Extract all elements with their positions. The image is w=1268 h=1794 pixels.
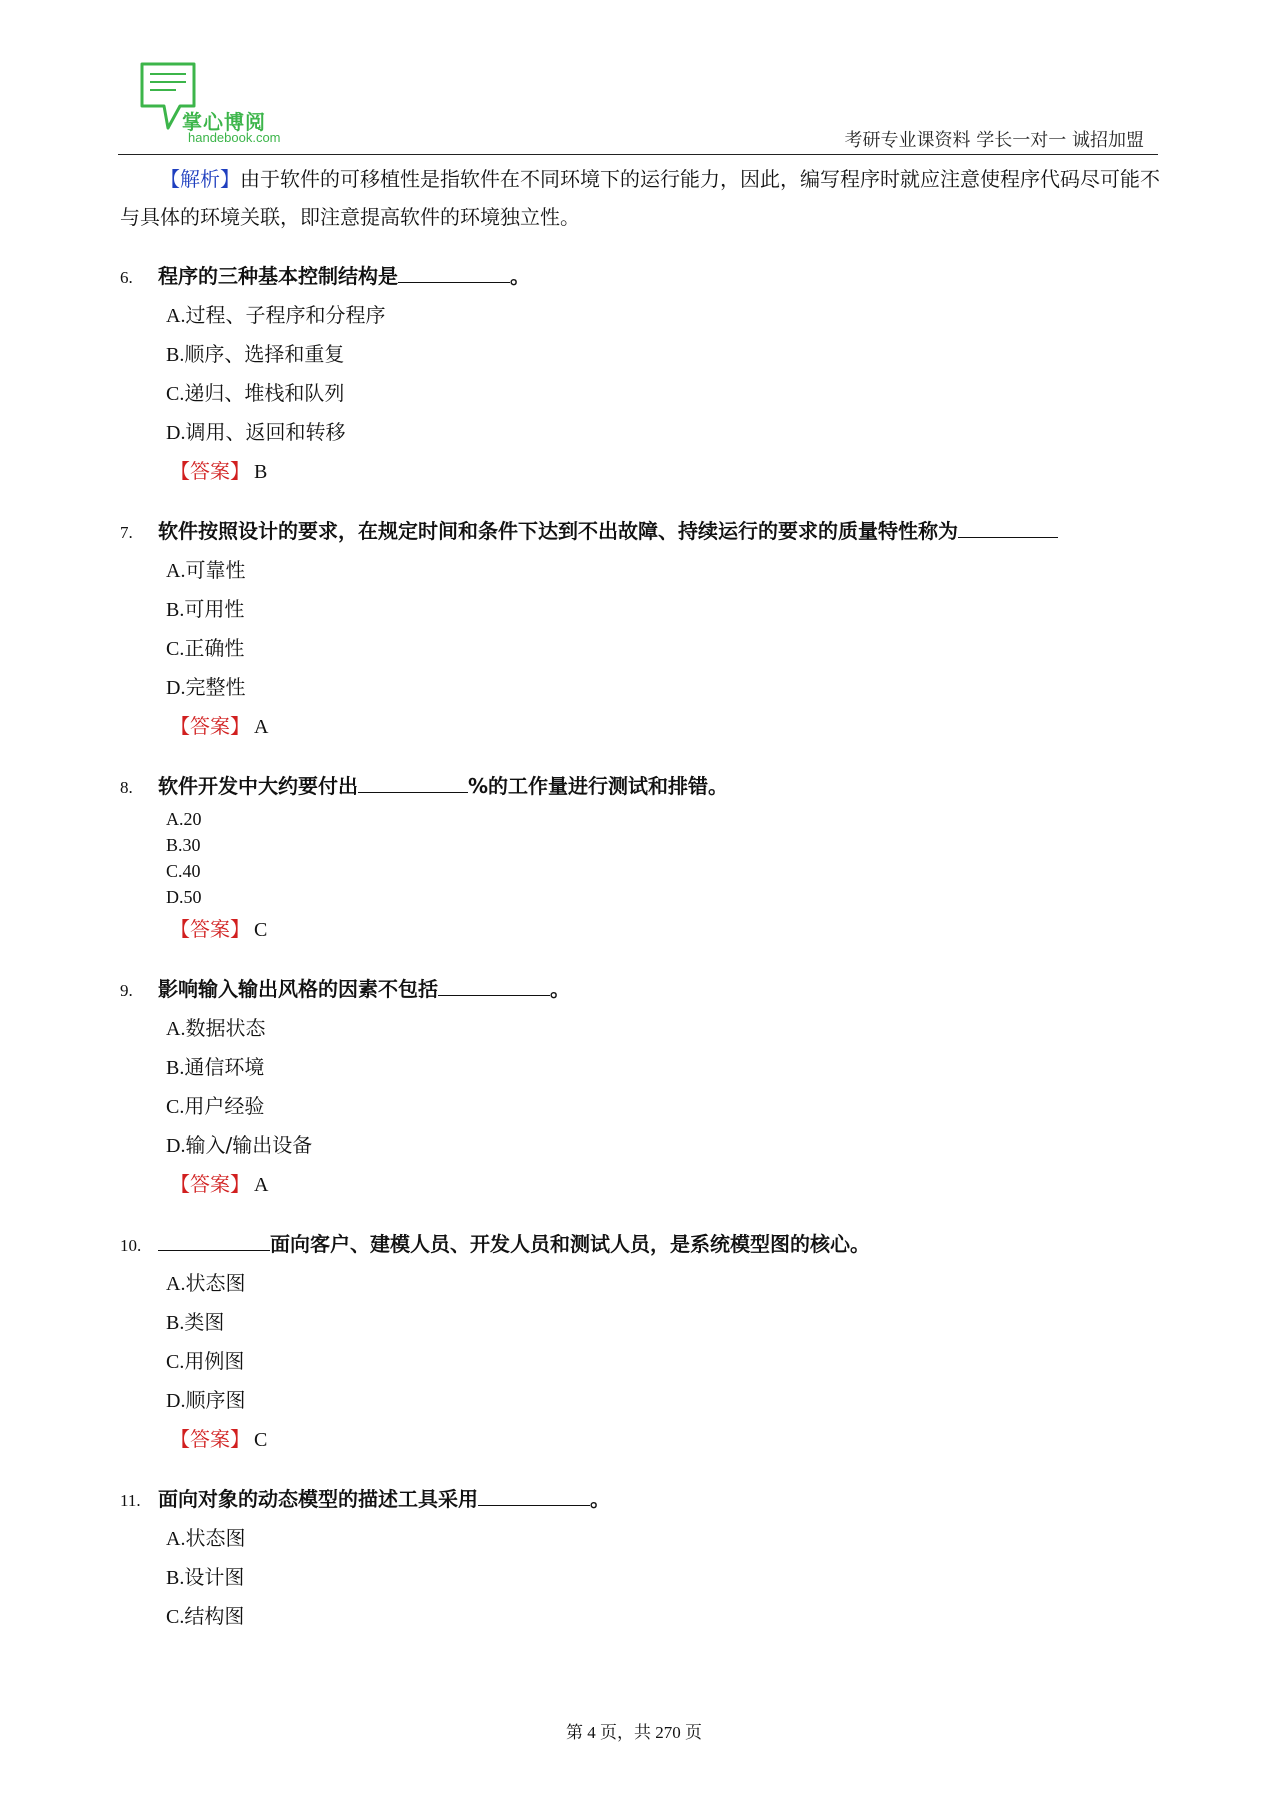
option-d: D.调用、返回和转移 — [166, 420, 346, 444]
question-8 — [120, 768, 1160, 949]
answer-line — [170, 707, 1160, 746]
question-number: 10. — [120, 1236, 142, 1255]
answer-tag: 【答案】 — [170, 1427, 250, 1451]
option-a: A.可靠性 — [166, 558, 246, 582]
option-c: C.40 — [166, 861, 201, 881]
handebook-logo — [136, 62, 286, 152]
option-c: C.用例图 — [166, 1349, 245, 1373]
answer-tag: 【答案】 — [170, 1172, 250, 1196]
question-number: 6. — [120, 268, 133, 287]
question-number: 7. — [120, 523, 133, 542]
option-b: B.可用性 — [166, 597, 245, 621]
answer-value: C — [254, 1429, 268, 1451]
answer-line — [170, 910, 1160, 949]
option-b: B.类图 — [166, 1310, 225, 1334]
answer-blank — [438, 975, 550, 996]
option-c: C.正确性 — [166, 636, 245, 660]
answer-value: A — [254, 1174, 269, 1196]
answer-line — [170, 452, 1160, 491]
page-content — [120, 160, 1160, 1636]
question-6 — [120, 258, 1160, 491]
header-divider — [118, 154, 1158, 155]
logo-cn-text: 掌心博阅 — [182, 110, 266, 134]
answer-blank — [158, 1230, 270, 1251]
question-text-end: 。 — [510, 264, 530, 288]
question-text-end: 。 — [550, 977, 570, 1001]
question-text: 影响输入输出风格的因素不包括 — [158, 977, 438, 1001]
question-10 — [120, 1226, 1160, 1459]
answer-value: C — [254, 919, 268, 941]
question-text: 程序的三种基本控制结构是 — [158, 264, 398, 288]
option-c: C.用户经验 — [166, 1094, 265, 1118]
analysis-paragraph — [120, 160, 1160, 236]
question-text-end: %的工作量进行测试和排错。 — [468, 774, 729, 798]
option-c: C.结构图 — [166, 1604, 245, 1628]
answer-blank — [358, 772, 468, 793]
header-tagline: 考研专业课资料 学长一对一 诚招加盟 — [844, 130, 1144, 151]
question-stem — [120, 1226, 1160, 1264]
answer-tag: 【答案】 — [170, 459, 250, 483]
logo-en-text: handebook.com — [188, 130, 281, 145]
option-c: C.递归、堆栈和队列 — [166, 381, 345, 405]
answer-blank — [478, 1485, 590, 1506]
answer-value: B — [254, 461, 268, 483]
question-stem — [120, 971, 1160, 1009]
answer-line — [170, 1420, 1160, 1459]
option-b: B.设计图 — [166, 1565, 245, 1589]
option-d: D.顺序图 — [166, 1388, 246, 1412]
option-b: B.通信环境 — [166, 1055, 265, 1079]
question-text: 软件开发中大约要付出 — [158, 774, 358, 798]
question-text: 面向客户、建模人员、开发人员和测试人员，是系统模型图的核心。 — [270, 1232, 870, 1256]
option-a: A.状态图 — [166, 1526, 246, 1550]
answer-line — [170, 1165, 1160, 1204]
option-a: A.20 — [166, 809, 202, 829]
option-b: B.30 — [166, 835, 201, 855]
question-stem — [120, 513, 1160, 551]
question-text: 面向对象的动态模型的描述工具采用 — [158, 1487, 478, 1511]
question-text: 软件按照设计的要求，在规定时间和条件下达到不出故障、持续运行的要求的质量特性称为 — [158, 519, 958, 543]
question-stem — [120, 768, 1160, 806]
answer-blank — [398, 262, 510, 283]
page-header — [118, 62, 1158, 158]
analysis-tag: 【解析】 — [160, 167, 240, 191]
analysis-text: 由于软件的可移植性是指软件在不同环境下的运行能力，因此，编写程序时就应注意使程序代码尽可能不与具体的环境关联，即注意提高软件的环境独立性。 — [120, 167, 1160, 229]
question-stem — [120, 258, 1160, 296]
option-a: A.数据状态 — [166, 1016, 266, 1040]
option-d: D.50 — [166, 887, 202, 907]
option-d: D.完整性 — [166, 675, 246, 699]
question-stem — [120, 1481, 1160, 1519]
option-a: A.状态图 — [166, 1271, 246, 1295]
question-number: 9. — [120, 981, 133, 1000]
answer-tag: 【答案】 — [170, 714, 250, 738]
question-text-end: 。 — [590, 1487, 610, 1511]
question-number: 8. — [120, 778, 133, 797]
question-number: 11. — [120, 1491, 141, 1510]
answer-blank — [958, 517, 1058, 538]
option-b: B.顺序、选择和重复 — [166, 342, 345, 366]
question-11 — [120, 1481, 1160, 1636]
answer-tag: 【答案】 — [170, 917, 250, 941]
option-d: D.输入/输出设备 — [166, 1133, 313, 1157]
answer-value: A — [254, 716, 269, 738]
question-7 — [120, 513, 1160, 746]
question-9 — [120, 971, 1160, 1204]
option-a: A.过程、子程序和分程序 — [166, 303, 386, 327]
page-footer: 第 4 页，共 270 页 — [566, 1723, 702, 1742]
